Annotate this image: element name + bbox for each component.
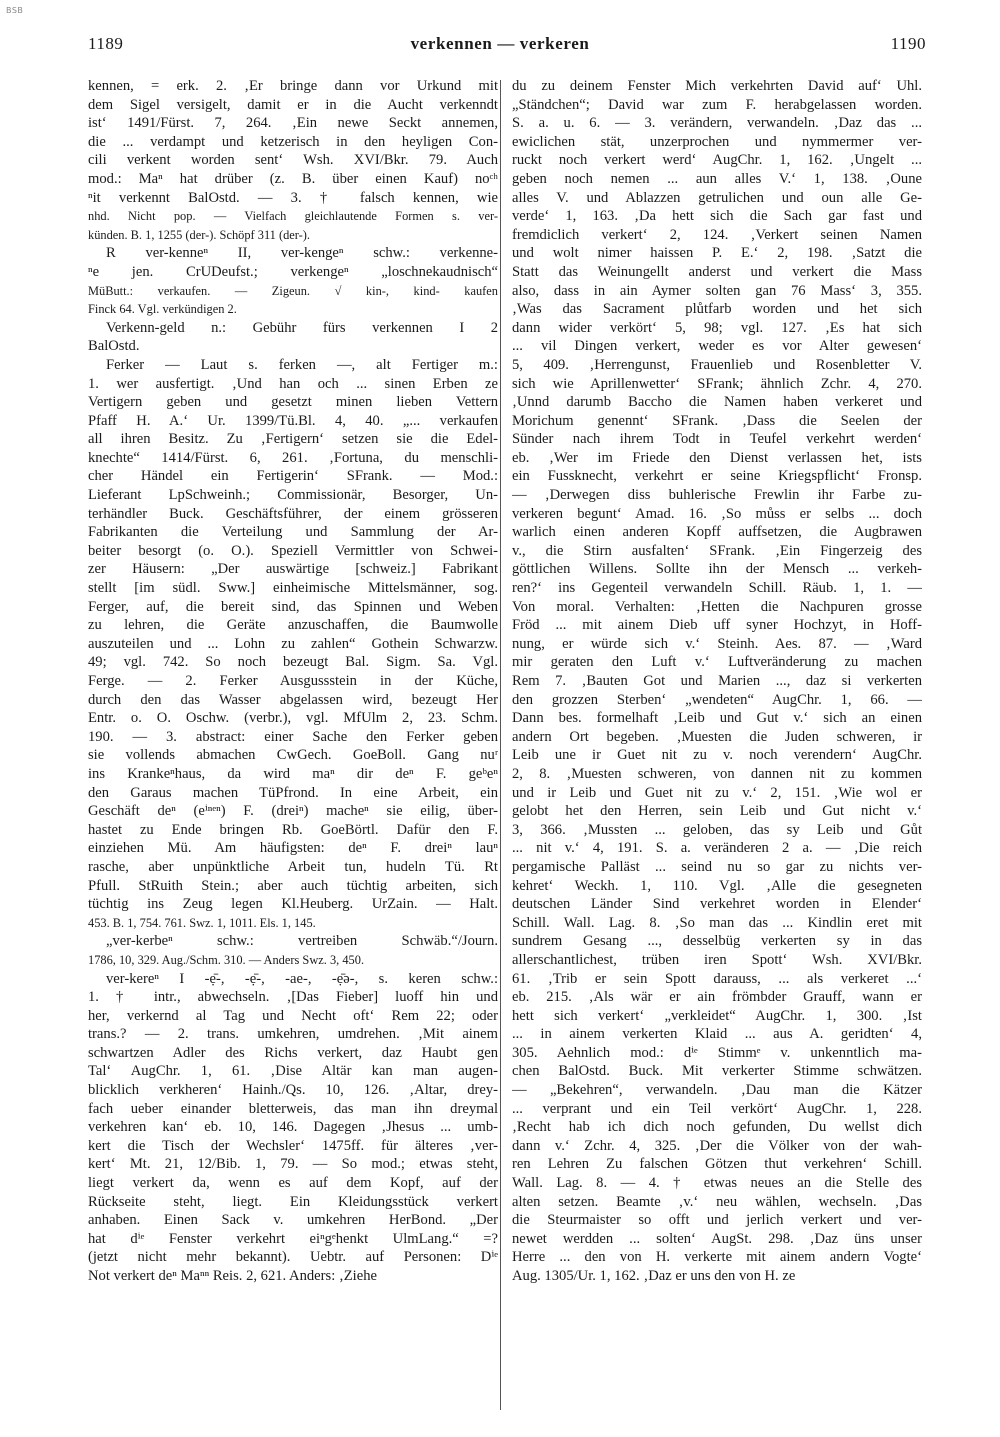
text-line: kert die Tisch der Wechsler‘ 1475ff. für älteres ‚ver-	[88, 1137, 498, 1154]
text-line: sie vollends abmachen CwGech. GoeBoll. Gang nuʳ	[88, 747, 498, 764]
text-line: verkehren kan‘ eb. 10, 146. Dagegen ‚Jhesus ... umb-	[88, 1119, 498, 1136]
text-line: Sünder nach ihrem Todt in Teufel verkehrt werden‘	[512, 431, 922, 448]
text-line: ver-kereⁿ I -ẹ̄-, -ẹ̄-, -ae-, -ẹ̄ə-, s. keren schw.:	[106, 970, 498, 987]
text-line: 1. † intr., abwechseln. ‚[Das Fieber] luoff hin und	[88, 989, 498, 1006]
text-line: zer Häusern: „Der auswärtige [schweiz.] Fabrikant	[88, 561, 498, 578]
text-line: liegt verkert da, wenn es auf dem Kopf, auf der	[88, 1175, 498, 1192]
text-line: dann v.‘ Zchr. 4, 325. ‚Der die Völker von der wah-	[512, 1137, 922, 1154]
library-stamp: BSB	[6, 6, 24, 15]
text-line: Fabrikanten die Verteilung und Sammlung der Ar-	[88, 524, 498, 541]
text-line: die Steurmaister so offt und jerlich verkert und ver-	[512, 1212, 922, 1229]
text-line: ‚Was das Sacrament plůtfarb worden und het sich	[512, 301, 922, 318]
text-line: du zu deinem Fenster Mich verkehrten David auf‘ Uhl.	[512, 78, 922, 94]
text-line: newet werdden ... solten‘ AugSt. 298. ‚Daz üns unser	[512, 1230, 922, 1247]
text-line: hett sich verkert‘ „verkleidet“ AugChr. 1, 300. ‚Ist	[512, 1007, 922, 1024]
text-line: zu lehren, die Geräte anzuschaffen, die Baumwolle	[88, 617, 498, 634]
text-line: Morichum genennt‘ SFrank. ‚Dass die Seelen der	[512, 412, 922, 429]
text-line: terhändler Buck. Geschäftsführer, der einem grösseren	[88, 505, 498, 522]
text-line: 2, 8. ‚Muesten schweren, von dannen nit zu kommen	[512, 765, 922, 782]
text-line: Rückseite steht, liegt. Ein Kleidungsstück verkert	[88, 1193, 498, 1210]
text-line: Dann bes. formelhaft ‚Leib und Gut v.‘ sich an einen	[512, 710, 922, 727]
text-line: ‚Unnd darumb Baccho die Namen haben verkeret und	[512, 394, 922, 411]
text-line: all ihren Besitz. Zu ‚Fertigern‘ setzen sie die Edel-	[88, 431, 498, 448]
text-line: Aug. 1305/Ur. 1, 162. ‚Daz er uns den von H. ze	[512, 1268, 796, 1284]
text-line: geben noch nemen ... aun alles V.‘ 1, 138. ‚Oune	[512, 170, 922, 187]
text-line: dann wider verkört‘ 5, 98; vgl. 127. ‚Es hat sich	[512, 319, 922, 336]
running-head: verkennen — verkeren	[410, 34, 590, 53]
text-line: kert‘ Mt. 21, 12/Bib. 1, 79. — So mod.; etwas steht,	[88, 1156, 498, 1173]
left-page-number: 1189	[88, 34, 124, 53]
text-line: künden. B. 1, 1255 (der-). Schöpf 311 (der-).	[88, 227, 311, 242]
text-line: hastet zu Ende bringen Rb. GoeBörtl. Dafür den F.	[88, 821, 498, 838]
text-line: sundrem Gesang ..., desselbüg verkerten sy in das	[512, 933, 922, 950]
text-line: 305. Aehnlich mod.: dⁱᵉ Stimmᵉ v. unkenntlich ma-	[512, 1044, 922, 1061]
text-line: BalOstd.	[88, 338, 140, 355]
text-line: cili verkent worden sent‘ Wsh. XVI/Bkr. 79. Auch	[88, 152, 498, 169]
text-line: hat dⁱᵉ Fenster verkehrt eiⁿgᵉhenkt UlmLang.“ =?	[88, 1230, 498, 1247]
text-line: 61. ‚Trib er sein Spott darauss, ... als verkeret ...‘	[512, 970, 922, 987]
text-line: den Garaus machen TüPfrond. In eine Arbeit, ein	[88, 784, 498, 801]
text-line: Finck 64. Vgl. verkündigen 2.	[88, 302, 237, 317]
text-line: Wall. Lag. 8. — 4. † etwas neues an die Stelle des	[512, 1175, 922, 1192]
text-line: ... verprant und ein Teil verkört‘ AugChr. 1, 228.	[512, 1100, 922, 1117]
text-line: Entr. o. O. Oschw. (verbr.), vgl. MfUlm 2, 23. Schm.	[88, 710, 498, 727]
text-line: mod.: Maⁿ hat drüber (z. B. über einen Kauf) noᶜʰ	[88, 170, 498, 187]
text-line: blicklich verkheren‘ Hainh./Qs. 10, 126. ‚Altar, drey-	[88, 1082, 498, 1099]
text-line: stellt [im südl. Sww.] einheimische Mittelsmänner, sog.	[88, 580, 498, 597]
text-line: cher Händel ein Fertigerin‘ SFrank. — Mod.:	[88, 468, 498, 485]
text-line: nung, er würde sich v.‘ Steinh. Aes. 87. — ‚Ward	[512, 635, 922, 652]
text-line: Rem 7. ‚Bauten Got und Marien ..., daz si verkerten	[512, 673, 922, 689]
text-line: nhd. Nicht pop. — Vielfach gleichlautende Formen s. ver-	[88, 209, 498, 224]
text-line: warlich einen anderen Kopff auffsetzen, die Augbrawen	[512, 524, 922, 541]
text-line: R ver-kenneⁿ II, ver-kengeⁿ schw.: verkenne-	[106, 245, 498, 262]
text-line: MüButt.: verkaufen. — Zigeun. √ kin-, kind- kaufen	[88, 283, 498, 298]
text-line: Pfull. StRuith Stein.; aber auch tüchtig arbeiten, sich	[88, 877, 498, 894]
text-line: ein Fussknecht, verkehrt er seine Kriegspflicht‘ Fronsp.	[512, 468, 922, 485]
text-line: trans.? — 2. trans. umkehren, umdrehen. ‚Mit ainem	[88, 1026, 498, 1043]
text-line: Fröd ... mit ainem Dieb uff syner Hochzyt, in Hoff-	[512, 617, 922, 634]
text-line: knechte“ 1414/Fürst. 6, 261. ‚Fortuna, du menschli-	[88, 449, 498, 466]
text-line: ⁿit verkennt BalOstd. — 3. † falsch kennen, wie	[88, 189, 498, 206]
text-line: also, dass in ain Aymer solten gan 76 Mass‘ 3, 355.	[512, 282, 922, 299]
text-line: eb. ‚Wer im Friede den Dienst verlassen het, ists	[512, 449, 922, 466]
text-line: Leib une ir Guet nit zu v. noch verendern‘ AugChr.	[512, 747, 922, 764]
text-line: kehret‘ Weckh. 1, 110. Vgl. ‚Alle die gesegneten	[512, 877, 922, 894]
text-line: allerschantlichest, trüben iren Spott‘ Wsh. XVI/Bkr.	[512, 951, 922, 968]
text-line: 190. — 3. abstract: einer Sache den Ferker geben	[88, 728, 498, 745]
text-line: Vertigern geben und gesetzt minen lieben Vettern	[88, 394, 498, 411]
text-line: tüchtig ins Zeug legen Kl.Heuberg. UrZain. — Halt.	[88, 896, 498, 913]
text-line: alten setzen. Beamte ‚v.‘ neu wählen, wechseln. ‚Das	[512, 1193, 922, 1210]
text-line: einziehen Mü. Am häufigsten: deⁿ F. dreiⁿ lauⁿ	[88, 840, 498, 857]
text-line: durch den das Wasser abgelassen wird, bezeugt Her	[88, 691, 498, 708]
text-line: beiter besorgt (o. O.). Speziell Vermittler von Schwei-	[88, 542, 498, 559]
text-line: ewiclichen stät, unzerprochen und nymmermer ver-	[512, 133, 922, 150]
text-line: sich wie Aprillenwetter‘ SFrank; ähnlich Zchr. 4, 270.	[512, 375, 922, 392]
text-line: Not verkert deⁿ Maⁿⁿ Reis. 2, 621. Anders: ‚Ziehe	[88, 1268, 377, 1284]
text-line: ist‘ 1491/Fürst. 7, 264. ‚Ein newe Seckt annemen,	[88, 115, 498, 132]
text-line: her, verkernd al Tag und Necht oft‘ Rem 22; oder	[88, 1007, 498, 1024]
text-line: 49; vgl. 742. So noch bezeugt Bal. Sigm. Sa. Vgl.	[88, 654, 498, 671]
text-line: den grozzen Sterben‘ „wendeten“ AugChr. 1, 66. —	[512, 691, 922, 708]
column-divider	[500, 80, 501, 1410]
text-line: ins Krankeⁿhaus, da wird maⁿ dir deⁿ F. geᵇeⁿ	[88, 765, 498, 782]
text-line: ‚Recht hab ich dich noch gefunden, Du wellst dich	[512, 1119, 922, 1136]
text-line: Von moral. Verhalten: ‚Hetten die Nachpuren grosse	[512, 598, 922, 615]
text-line: Geschäft deⁿ (eⁱⁿᵉⁿ) F. (dreiⁿ) macheⁿ sie eilig, über-	[88, 803, 498, 820]
text-line: Ferger, auf, die bereit sind, das Spinnen und Weben	[88, 598, 498, 615]
text-line: Herre ... den von H. verkerte mit ainem andern Vogte‘	[512, 1249, 922, 1266]
text-line: alles V. und Ablazzen getrulichen und oun alle Ge-	[512, 189, 922, 206]
text-line: rasche, aber unpünktliche Arbeit tun, hudeln Tü. Rt	[88, 858, 498, 875]
text-line: und wolt nimer haissen P. E.‘ 2, 198. ‚Satzt die	[512, 245, 922, 262]
text-line: andern Ort begeben. ‚Muesten die Juden schweren, ir	[512, 728, 922, 745]
text-line: fremdiclich verkert‘ 2, 124. ‚Verkert seinen Namen	[512, 226, 922, 243]
text-line: ... vil Dingen verkert, weder es vor Alter gewesen‘	[512, 338, 922, 355]
text-line: ⁿe jen. CrUDeufst.; verkengeⁿ „loschnekaudnisch“	[88, 263, 498, 280]
text-line: (jetzt nicht mehr bekannt). Uebtr. auf Personen: Dⁱᵉ	[88, 1249, 498, 1266]
text-line: verde‘ 1, 163. ‚Da hett sich die Sach gar fast und	[512, 208, 922, 225]
page-header	[0, 34, 1000, 60]
text-line: Schill. Wall. Lag. 8. ‚So man das ... Kindlin eret mit	[512, 914, 922, 931]
text-line: und ir Leib und Guet nit zu v.‘ 2, 151. ‚Wie wol er	[512, 784, 922, 801]
text-line: chen BalOstd. Buck. Mit verkerter Stimme schwätzen.	[512, 1063, 922, 1080]
text-line: 3, 366. ‚Mussten ... geloben, das sy Leib und Gůt	[512, 821, 922, 838]
text-line: 453. B. 1, 754. 761. Swz. 1, 1011. Els. 1, 145.	[88, 915, 316, 930]
text-line: dem Sigel versigelt, damit er in die Aucht verkenndt	[88, 96, 498, 113]
text-line: ... in ainem verkerten Klaid ... aus A. geridten‘ 4,	[512, 1026, 922, 1043]
right-column	[512, 77, 922, 1286]
text-line: Verkenn-geld n.: Gebühr fürs verkennen I 2	[106, 319, 498, 336]
text-line: mir geraten den Luft v.‘ Luftveränderung zu machen	[512, 654, 922, 671]
text-line: deutschen Länder Sind verkehret worden in Elender‘	[512, 896, 922, 913]
text-line: 1. wer ausfertigt. ‚Und han och ... sinen Erben ze	[88, 375, 498, 392]
text-line: Ferge. — 2. Ferker Ausgussstein in der Küche,	[88, 673, 498, 689]
text-line: ruckt noch verkert werd‘ AugChr. 1, 162. ‚Ungelt ...	[512, 152, 922, 169]
text-line: kennen, = erk. 2. ‚Er bringe dann vor Urkund mit	[88, 78, 498, 94]
text-line: verkeren begunt‘ Amad. 16. ‚So můss er selbs ... doch	[512, 505, 922, 522]
text-line: gelobt het den Herren, sein Leib und Gut nicht v.‘	[512, 803, 922, 820]
text-line: ren?‘ ins Gegenteil verwandeln Schill. Räub. 1, 1. —	[512, 580, 922, 597]
text-line: Lieferant LpSchweinh.; Commissionär, Besorger, Un-	[88, 487, 498, 504]
text-line: v., die Stirn ausfalten‘ SFrank. ‚Ein Fingerzeig des	[512, 542, 922, 559]
text-line: fach ueber einander bletterweis, das man ihn dreymal	[88, 1100, 498, 1117]
text-line: „Ständchen“; David war zum F. herabgelassen worden.	[512, 96, 922, 113]
text-line: — ‚Derwegen diss buhlerische Frewlin ihr Farbe zu-	[512, 487, 922, 504]
text-line: 5, 409. ‚Herrengunst, Frauenlieb und Rosenbletter V.	[512, 356, 922, 373]
text-line: 1786, 10, 329. Aug./Schm. 310. — Anders Swz. 3, 450.	[88, 952, 365, 967]
text-line: pergamische Palläst ... seind nu so gar zu nichts ver-	[512, 858, 922, 875]
text-line: anhaben. Einen Sack v. umkehren HerBond. „Der	[88, 1212, 498, 1229]
text-line: die ... verdampt und ketzerisch in den heyligen Con-	[88, 133, 498, 150]
text-line: Statt das Weinungellt anderst und verkert die Mass	[512, 263, 922, 280]
text-line: auszuteilen und ... Lohn zu zahlen“ Gothein Schwarzw.	[88, 635, 498, 652]
text-line: S. a. u. 6. — 3. verändern, verwandeln. ‚Daz das ...	[512, 115, 922, 132]
text-line: ren Lehren Zu falschen Götzen thut verkehren‘ Schill.	[512, 1156, 922, 1173]
text-line: „ver-kerbeⁿ schw.: vertreiben Schwäb.“/Journ.	[106, 933, 498, 950]
text-line: ... nit v.‘ 4, 191. S. a. veränderen 2 a. — ‚Die reich	[512, 840, 922, 857]
text-line: Ferker — Laut s. ferken —, alt Fertiger m.:	[106, 356, 498, 373]
right-page-number: 1190	[890, 34, 926, 53]
text-line: Tal‘ AugChr. 1, 61. ‚Dise Altär kan man augen-	[88, 1063, 498, 1080]
text-line: eb. 215. ‚Als wär er ain frömbder Grauff, wann er	[512, 989, 922, 1006]
text-line: Pfaff H. A.‘ Ur. 1399/Tü.Bl. 4, 40. „... verkaufen	[88, 412, 498, 429]
text-line: schwartzen Adler des Richs verkert, daz Haubt gen	[88, 1044, 498, 1061]
text-line: — „Bekehren“, verwandeln. ‚Dau man die Kätzer	[512, 1082, 922, 1099]
text-line: göttlichen Willens. Sollte ihn der Mensch ... verkeh-	[512, 561, 922, 578]
left-column	[88, 77, 498, 1286]
